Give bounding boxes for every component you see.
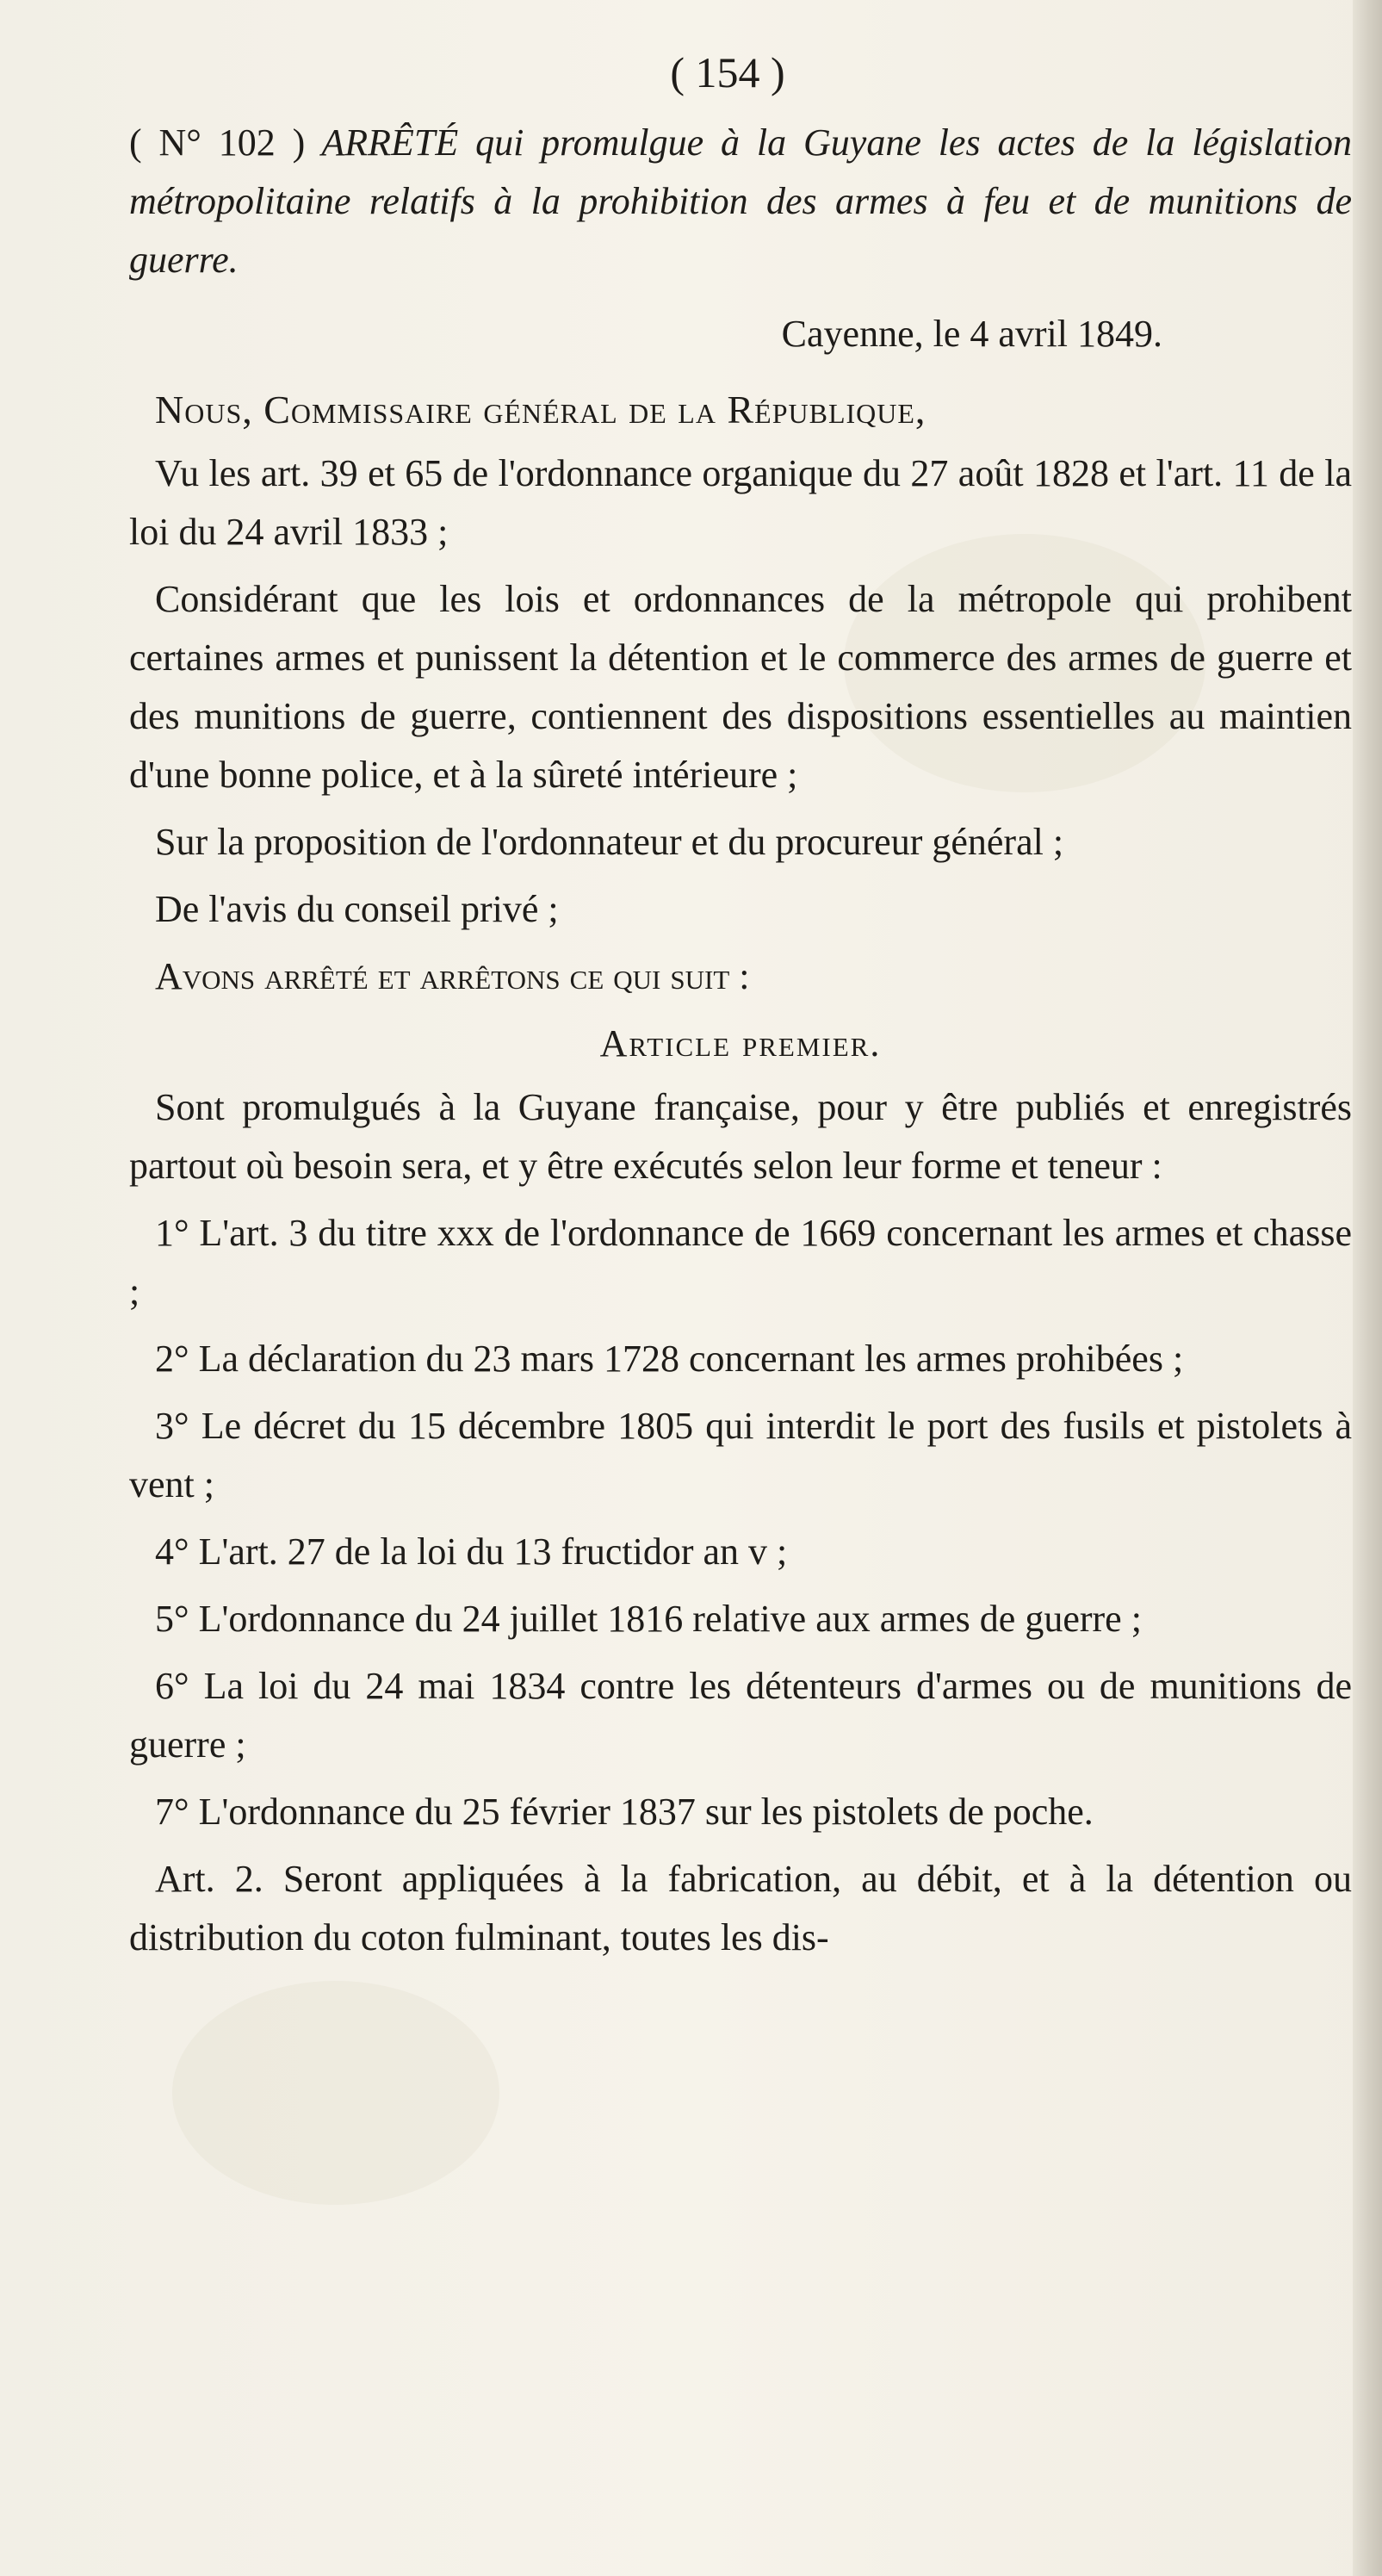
preamble-title: Nous, Commissaire général de la République, — [155, 388, 926, 431]
decree-number: ( N° 102 ) — [129, 121, 306, 164]
paragraph-proposition: Sur la proposition de l'ordonnateur et du procureur général ; — [155, 821, 1064, 863]
decree-heading — [129, 114, 1352, 289]
article-title: Article premier. — [599, 1022, 882, 1065]
page-number: ( 154 ) — [670, 48, 785, 96]
decree-title: ARRÊTÉ qui promulgue à la Guyane les actes de la législation métropolitaine relatifs à la prohibition des armes à feu et de munitions de guerre. — [129, 121, 1352, 281]
paper-stain — [172, 1981, 499, 2205]
list-item: 2° La déclaration du 23 mars 1728 concernant les armes prohibées ; — [155, 1338, 1184, 1380]
list-item: 3° Le décret du 15 décembre 1805 qui interdit le port des fusils et pistolets à vent ; — [129, 1405, 1352, 1505]
paragraph-considerant: Considérant que les lois et ordonnances de la métropole qui prohibent certaines armes et punissent la détention et le commerce des armes de guerre et des munitions de guerre, contiennent des dispositions essentielles au maintien d'une bonne police, et à la sûreté intérieure ; — [129, 578, 1352, 796]
paragraph-vu: Vu les art. 39 et 65 de l'ordonnance organique du 27 août 1828 et l'art. 11 de la loi du 24 avril 1833 ; — [129, 452, 1352, 553]
list-item: 5° L'ordonnance du 24 juillet 1816 relative aux armes de guerre ; — [155, 1598, 1142, 1640]
place-date: Cayenne, le 4 avril 1849. — [781, 313, 1162, 355]
page-spine-edge — [1353, 0, 1382, 2576]
list-item: 1° L'art. 3 du titre xxx de l'ordonnance de 1669 concernant les armes et chasse ; — [129, 1212, 1352, 1313]
article-2: Art. 2. Seront appliquées à la fabrication, au débit, et à la détention ou distribution du coton fulminant, toutes les dis- — [129, 1858, 1352, 1958]
paragraph-avis: De l'avis du conseil privé ; — [155, 888, 559, 930]
article-intro: Sont promulgués à la Guyane française, pour y être publiés et enregistrés partout où besoin sera, et y être exécutés selon leur forme et teneur : — [129, 1086, 1352, 1187]
list-item: 6° La loi du 24 mai 1834 contre les détenteurs d'armes ou de munitions de guerre ; — [129, 1665, 1352, 1766]
paragraph-arretons: Avons arrêté et arrêtons ce qui suit : — [155, 955, 750, 997]
list-item: 4° L'art. 27 de la loi du 13 fructidor an v ; — [155, 1530, 788, 1573]
page-text — [129, 43, 1352, 1976]
list-item: 7° L'ordonnance du 25 février 1837 sur les pistolets de poche. — [155, 1791, 1094, 1833]
